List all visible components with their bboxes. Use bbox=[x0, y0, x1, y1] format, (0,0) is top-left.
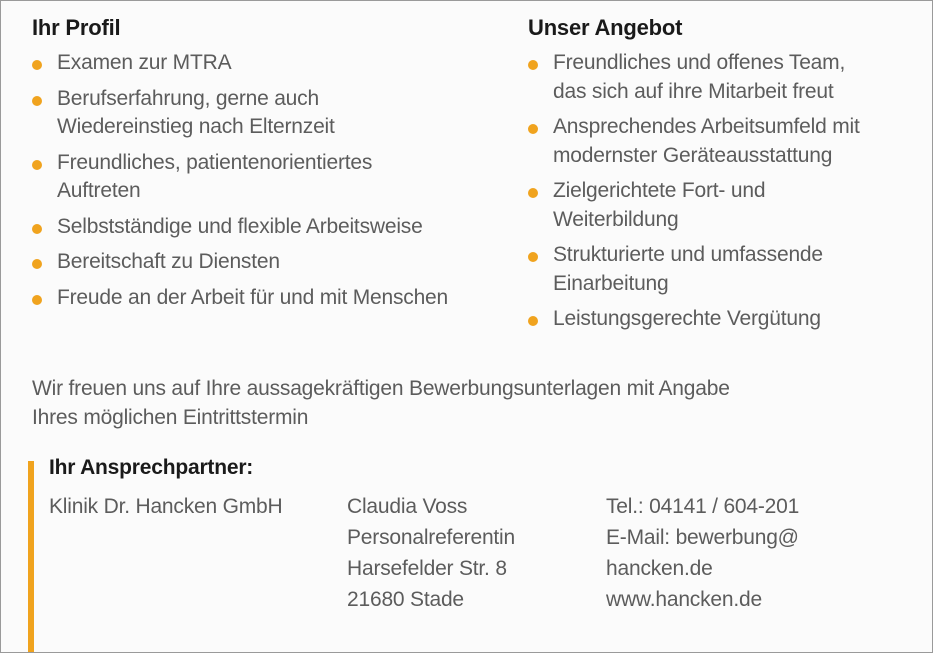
list-item-text-cont: Einarbeitung bbox=[553, 271, 669, 295]
list-item-text: Strukturierte und umfassende bbox=[553, 243, 823, 266]
contact-role: Personalreferentin bbox=[347, 526, 515, 549]
offer-title: Unser Angebot bbox=[528, 15, 683, 40]
list-item-text: Freundliches und offenes Team, bbox=[553, 51, 846, 74]
contact-email: E-Mail: bewerbung@ bbox=[606, 526, 799, 549]
intro-line-1: Wir freuen uns auf Ihre aussagekräftigen Bewerbungsunterlagen mit Angabe bbox=[32, 377, 730, 400]
contact-website: www.hancken.de bbox=[606, 588, 762, 611]
list-item-text: Examen zur MTRA bbox=[57, 51, 232, 74]
company-name: Klinik Dr. Hancken GmbH bbox=[49, 495, 283, 518]
contact-details-column bbox=[606, 491, 799, 615]
profile-title: Ihr Profil bbox=[32, 15, 121, 40]
intro-line-2: Ihres möglichen Eintrittstermin bbox=[32, 406, 309, 429]
bullet-icon bbox=[32, 295, 42, 305]
bullet-icon bbox=[528, 60, 538, 70]
contact-name: Claudia Voss bbox=[347, 495, 468, 518]
contact-phone: Tel.: 04141 / 604-201 bbox=[606, 495, 800, 518]
list-item bbox=[32, 49, 502, 78]
bullet-icon bbox=[32, 160, 42, 170]
contact-title: Ihr Ansprechpartner: bbox=[49, 456, 254, 479]
list-item-text-cont: Auftreten bbox=[57, 179, 141, 202]
contact-company-column bbox=[49, 491, 282, 522]
list-item-text-cont: das sich auf ihre Mitarbeit freut bbox=[553, 79, 834, 103]
list-item bbox=[528, 241, 918, 298]
list-item bbox=[528, 305, 918, 334]
contact-street: Harsefelder Str. 8 bbox=[347, 557, 507, 580]
bullet-icon bbox=[32, 259, 42, 269]
list-item bbox=[32, 149, 502, 206]
accent-bar bbox=[28, 461, 34, 653]
bullet-icon bbox=[32, 96, 42, 106]
list-item-text: Bereitschaft zu Diensten bbox=[57, 250, 280, 273]
contact-email-domain: hancken.de bbox=[606, 557, 713, 580]
list-item-text: Freundliches, patientenorientiertes bbox=[57, 150, 373, 174]
list-item-text: Selbstständige und flexible Arbeitsweise bbox=[57, 214, 423, 238]
bullet-icon bbox=[32, 224, 42, 234]
list-item bbox=[32, 248, 502, 277]
offer-section bbox=[528, 15, 918, 341]
contact-person-column bbox=[347, 491, 515, 615]
bullet-icon bbox=[528, 124, 538, 134]
list-item bbox=[32, 213, 502, 242]
profile-section bbox=[32, 15, 502, 319]
list-item-text: Leistungsgerechte Vergütung bbox=[553, 307, 821, 330]
list-item-text-cont: Weiterbildung bbox=[553, 207, 679, 231]
profile-list bbox=[32, 49, 502, 312]
bullet-icon bbox=[528, 252, 538, 262]
offer-list bbox=[528, 49, 918, 334]
list-item-text: Freude an der Arbeit für und mit Menschen bbox=[57, 285, 449, 309]
list-item-text: Berufserfahrung, gerne auch bbox=[57, 86, 319, 110]
list-item bbox=[528, 49, 918, 106]
list-item-text: Ansprechendes Arbeitsumfeld mit bbox=[553, 115, 860, 138]
contact-city: 21680 Stade bbox=[347, 588, 464, 611]
list-item bbox=[32, 284, 502, 313]
list-item bbox=[32, 85, 502, 142]
bullet-icon bbox=[528, 316, 538, 326]
list-item bbox=[528, 177, 918, 234]
list-item-text: Zielgerichtete Fort- und bbox=[553, 179, 766, 202]
bullet-icon bbox=[32, 60, 42, 70]
list-item bbox=[528, 113, 918, 170]
bullet-icon bbox=[528, 188, 538, 198]
list-item-text-cont: Wiedereinstieg nach Elternzeit bbox=[57, 115, 335, 138]
list-item-text-cont: modernster Geräteausstattung bbox=[553, 143, 833, 167]
application-intro bbox=[32, 374, 892, 432]
